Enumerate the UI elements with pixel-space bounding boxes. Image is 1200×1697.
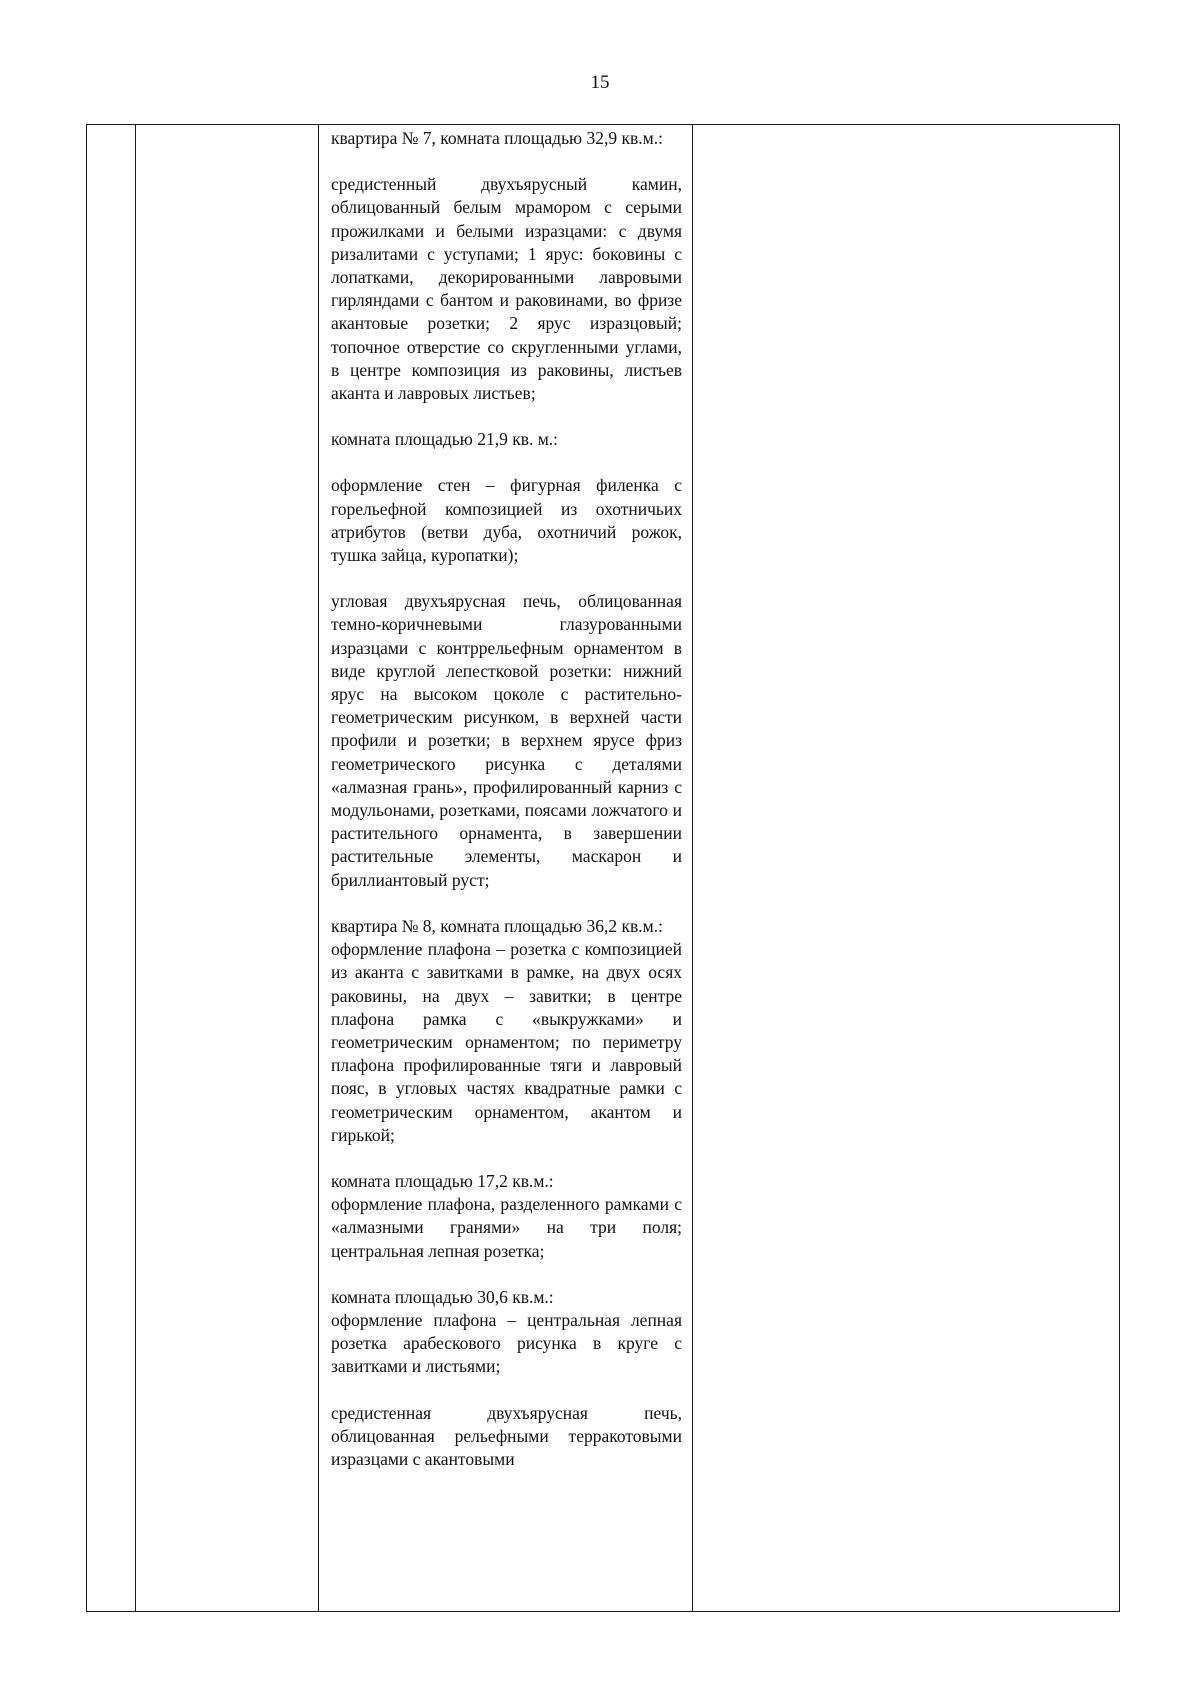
document-table xyxy=(86,124,1120,1612)
table-cell-index xyxy=(87,125,136,1612)
table-cell-notes xyxy=(693,125,1120,1612)
description-paragraph: угловая двухъярусная печь, облицованная темно-коричневыми глазурованными изразцами с контррельефным орнаментом в виде круглой лепестковой розетки: нижний ярус на высоком цоколе с растительно-геометрическим рисунком, в верхней части профили и розетки; в верхнем ярусе фриз геометрического рисунка с деталями «алмазная грань», профилированный карниз с модульонами, розетками, поясами ложчатого и растительного орнамента, в завершении растительные элементы, маскарон и бриллиантовый руст; xyxy=(331,591,682,890)
table-row xyxy=(87,125,1120,1612)
description-paragraph: оформление плафона, разделенного рамками с «алмазными гранями» на три поля; центральная лепная розетка; xyxy=(331,1194,682,1261)
description-paragraph: квартира № 7, комната площадью 32,9 кв.м.: xyxy=(331,128,663,148)
description-paragraph: оформление стен – фигурная филенка с горельефной композицией из охотничьих атрибутов (ветви дуба, охотничий рожок, тушка зайца, куропатки); xyxy=(331,475,682,566)
description-paragraph: оформление плафона – розетка с композицией из аканта с завитками в рамке, на двух осях раковины, на двух – завитки; в центре плафона рамка с «выкружками» и геометрическим орнаментом; по периметру плафона профилированные тяги и лавровый пояс, в угловых частях квадратные рамки с геометрическим орнаментом, акантом и гирькой; xyxy=(331,939,682,1145)
table-cell-description xyxy=(319,125,693,1612)
description-paragraph: оформление плафона – центральная лепная розетка арабескового рисунка в круге с завитками и листьями; xyxy=(331,1309,682,1377)
description-paragraph: комната площадью 21,9 кв. м.: xyxy=(331,429,559,450)
table-cell-object xyxy=(136,125,319,1612)
description-paragraph: средистенная двухъярусная печь, облицованная рельефными терракотовыми изразцами с акантовыми xyxy=(331,1402,682,1469)
description-text xyxy=(319,125,692,1611)
page-number: 15 xyxy=(590,72,610,93)
description-paragraph: средистенный двухъярусный камин, облицованный белым мрамором с серыми прожилками и белыми изразцами: с двумя ризалитами с уступами; 1 ярус: боковины с лопатками, декорированными лавровыми гирляндами с бантом и раковинами, во фризе акантовые розетки; 2 ярус изразцовый; топочное отверстие со скругленными углами, в центре композиция из раковины, листьев аканта и лавровых листьев; xyxy=(331,174,682,404)
description-paragraph: комната площадью 30,6 кв.м.: xyxy=(331,1286,554,1307)
description-paragraph: комната площадью 17,2 кв.м.: xyxy=(331,1170,554,1191)
description-paragraph: квартира № 8, комната площадью 36,2 кв.м.: xyxy=(331,915,663,936)
